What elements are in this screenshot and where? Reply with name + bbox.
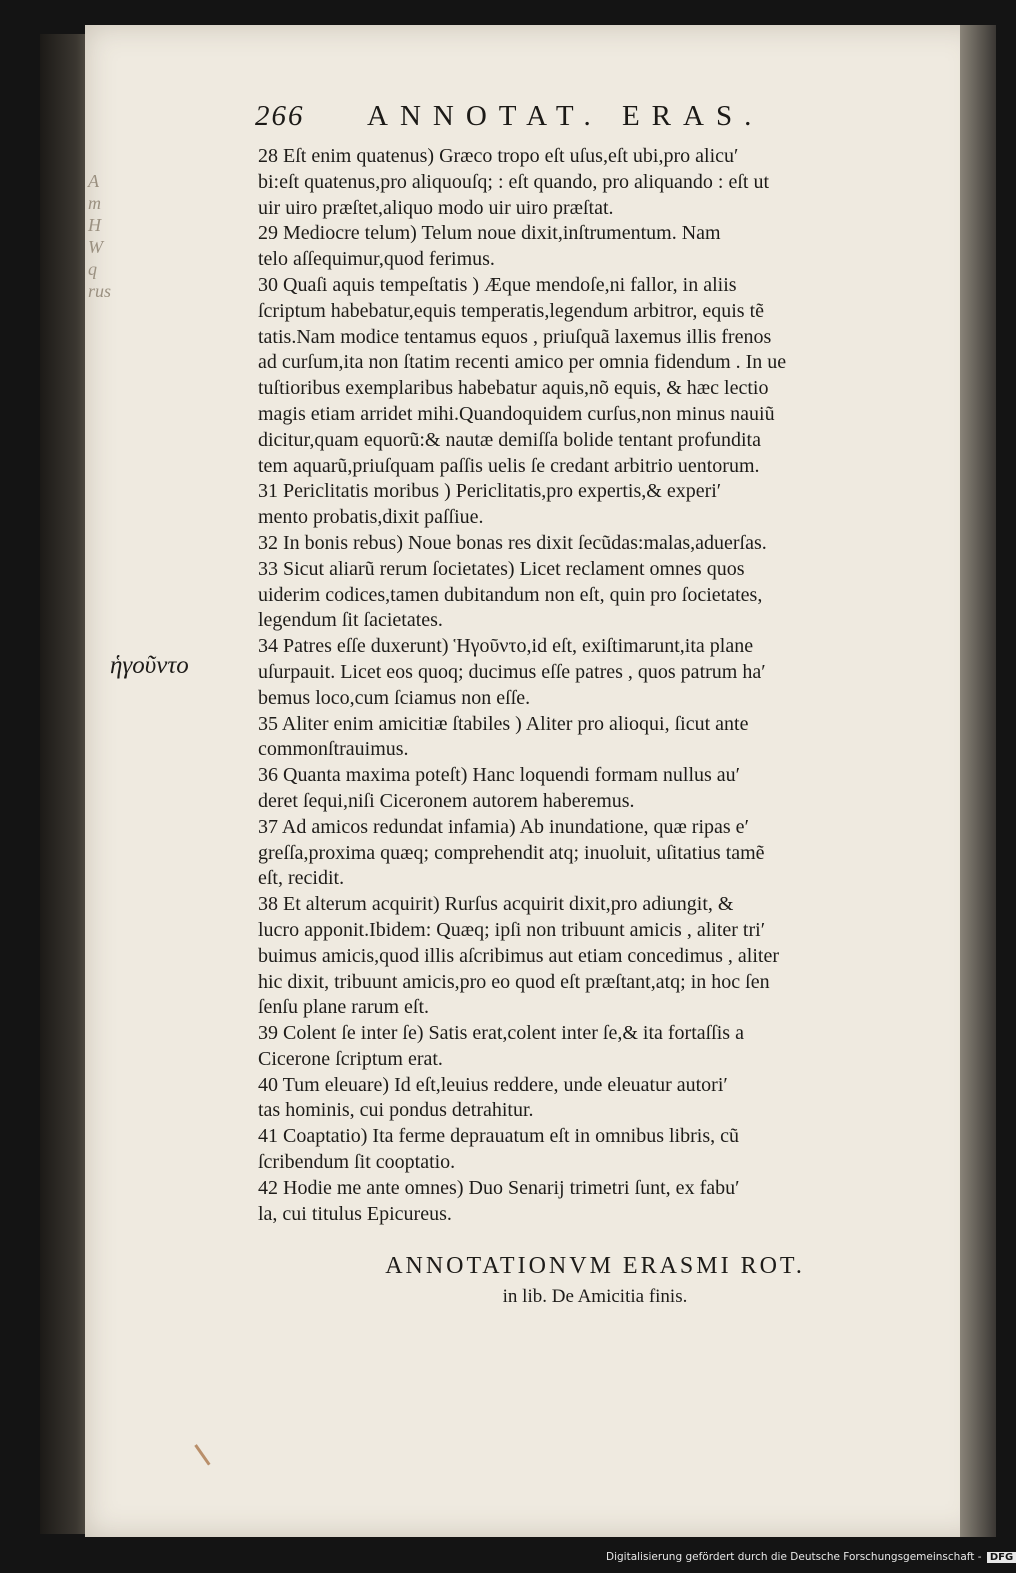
text-line: commonſtrauimus. [258, 738, 409, 761]
bleed-letter: q [88, 259, 97, 279]
text-line: ſcriptum habebatur,equis temperatis,legendum arbitror, equis tẽ [258, 299, 765, 322]
text-line: ad curſum,ita non ſtatim recenti amico per omnia fidendum . In ue [258, 351, 787, 374]
margin-note-greek: ἡγοῦντο [110, 652, 189, 679]
text-line: bi:eſt quatenus,pro aliquouſq; : eſt quando, pro aliquando : eſt ut [258, 170, 770, 193]
text-line: 35 Aliter enim amicitiæ ſtabiles ) Aliter pro alioqui, ſicut ante [258, 712, 749, 735]
text-line: mento probatis,dixit paſſiue. [258, 506, 484, 529]
dfg-logo: DFG [987, 1552, 1016, 1563]
page-header [255, 100, 855, 140]
text-line: 38 Et alterum acquirit) Rurſus acquirit dixit,pro adiungit, & [258, 893, 734, 916]
bleed-letter: rus [88, 281, 112, 301]
text-line: 31 Periclitatis moribus ) Periclitatis,pro expertis,& experi′ [258, 480, 722, 503]
digitization-footer [606, 1551, 1014, 1569]
text-line: 36 Quanta maxima poteſt) Hanc loquendi formam nullus au′ [258, 764, 741, 787]
text-line: 33 Sicut aliarũ rerum ſocietates) Licet reclament omnes quos [258, 557, 745, 580]
bleed-letter: m [88, 193, 101, 213]
text-line: telo aſſequimur,quod ferimus. [258, 248, 495, 271]
text-line: buimus amicis,quod illis aſcribimus aut etiam concedimus , aliter [258, 944, 780, 967]
text-line: tuſtioribus exemplaribus habebatur aquis,nõ equis, & hæc lectio [258, 377, 769, 400]
text-line: uiderim codices,tamen dubitandum non eſt, quin pro ſocietates, [258, 583, 763, 606]
text-line: 40 Tum eleuare) Id eſt,leuius reddere, unde eleuatur autori′ [258, 1073, 728, 1096]
text-line: Cicerone ſcriptum erat. [258, 1047, 443, 1070]
bleed-letter: A [88, 171, 99, 191]
text-line: hic dixit, tribuunt amicis,pro eo quod eſt præſtant,atq; in hoc ſen [258, 970, 770, 993]
text-line: greſſa,proxima quæq; comprehendit atq; inuoluit, uſitatius tamẽ [258, 841, 765, 864]
text-line: tem aquarũ,priuſquam paſſis uelis ſe credant arbitrio uentorum. [258, 454, 760, 477]
text-line: 39 Colent ſe inter ſe) Satis erat,colent inter ſe,& ita fortaſſis a [258, 1022, 744, 1045]
text-line: uſurpauit. Licet eos quoq; ducimus eſſe patres , quos patrum ha′ [258, 660, 766, 683]
text-line: ſcribendum ſit cooptatio. [258, 1151, 456, 1174]
text-line: 34 Patres eſſe duxerunt) Ἡγοῦντο,id eſt, exiſtimarunt,ita plane [258, 635, 754, 658]
text-line: ſenſu plane rarum eſt. [258, 996, 430, 1019]
text-line: magis etiam arridet mihi.Quandoquidem curſus,non minus nauiũ [258, 402, 775, 425]
colophon-title: ANNOTATIONVM ERASMI ROT. [385, 1253, 805, 1279]
bleed-letter: W [88, 237, 103, 257]
text-line: 42 Hodie me ante omnes) Duo Senarij trimetri ſunt, ex fabu′ [258, 1176, 740, 1199]
text-line: 32 In bonis rebus) Noue bonas res dixit ſecũdas:malas,aduerſas. [258, 531, 767, 554]
funding-notice: Digitalisierung gefördert durch die Deutsche Forschungsgemeinschaft - [606, 1551, 982, 1563]
colophon-subtitle: in lib. De Amicitia finis. [502, 1286, 688, 1307]
running-title: ANNOTAT. ERAS. [367, 100, 764, 132]
text-line: legendum ſit ſacietates. [258, 609, 443, 632]
text-line: deret ſequi,niſi Ciceronem autorem haberemus. [258, 789, 635, 812]
colophon [310, 1253, 880, 1308]
body-text [258, 144, 926, 1227]
text-line: 28 Eſt enim quatenus) Græco tropo eſt uſus,eſt ubi,pro alicu′ [258, 145, 739, 167]
text-line: 29 Mediocre telum) Telum noue dixit,inſtrumentum. Nam [258, 222, 721, 245]
text-line: 37 Ad amicos redundat infamia) Ab inundatione, quæ ripas e′ [258, 815, 749, 838]
text-line: eſt, recidit. [258, 867, 345, 890]
bleed-through-margin [88, 170, 122, 450]
page-number: 266 [255, 100, 305, 132]
text-line: 30 Quaſi aquis tempeſtatis ) Æque mendoſe,ni fallor, in aliis [258, 273, 737, 296]
page-gutter-shadow [960, 25, 996, 1537]
text-line: uir uiro præſtet,aliquo modo uir uiro præſtat. [258, 196, 614, 219]
text-line: la, cui titulus Epicureus. [258, 1202, 452, 1225]
text-line: tatis.Nam modice tentamus equos , priuſquã laxemus illis frenos [258, 325, 772, 348]
text-line: dicitur,quam equorũ:& nautæ demiſſa bolide tentant profundita [258, 428, 761, 451]
text-line: tas hominis, cui pondus detrahitur. [258, 1099, 534, 1122]
text-line: bemus loco,cum ſciamus non eſſe. [258, 686, 531, 709]
text-line: 41 Coaptatio) Ita ferme deprauatum eſt in omnibus libris, cũ [258, 1125, 739, 1148]
text-line: lucro apponit.Ibidem: Quæq; ipſi non tribuunt amicis , aliter tri′ [258, 918, 766, 941]
bleed-letter: H [88, 215, 101, 235]
